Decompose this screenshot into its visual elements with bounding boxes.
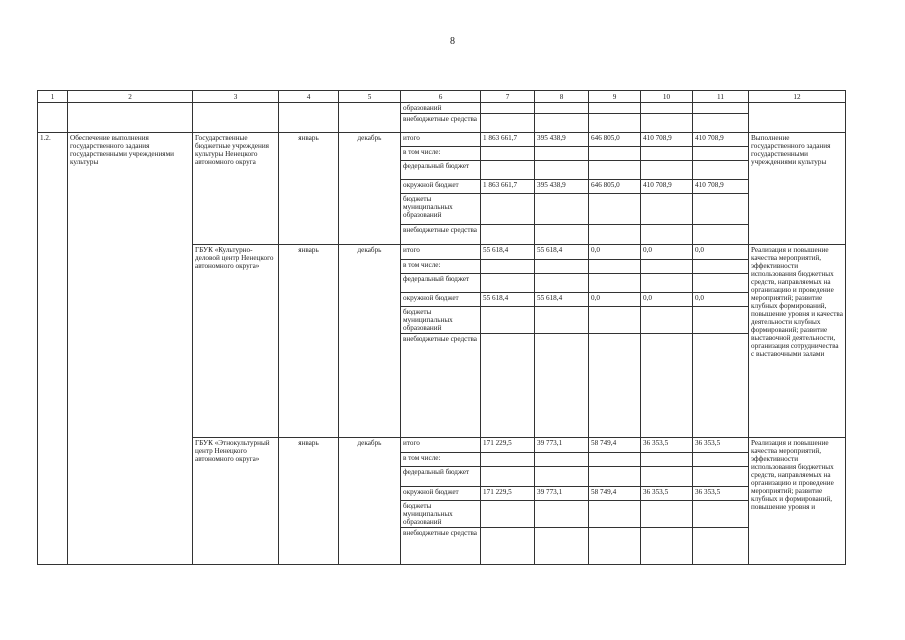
amount-cell xyxy=(589,260,641,274)
budget-type-cell: итого xyxy=(401,245,481,260)
amount-cell xyxy=(481,307,535,334)
budget-type-cell: окружной бюджет xyxy=(401,180,481,194)
budget-type-cell: внебюджетные средства xyxy=(401,334,481,438)
amount-cell xyxy=(589,334,641,438)
amount-cell xyxy=(589,274,641,293)
budget-type-cell: итого xyxy=(401,438,481,453)
executor-cell: ГБУК «Культурно-деловой центр Ненецкого автономного округа» xyxy=(193,245,279,438)
table-body xyxy=(38,91,846,565)
column-header: 12 xyxy=(749,91,846,103)
amount-cell xyxy=(693,114,749,133)
start-month: январь xyxy=(279,438,339,565)
amount-cell xyxy=(481,114,535,133)
amount-cell xyxy=(535,194,589,225)
amount-cell xyxy=(641,194,693,225)
amount-cell: 55 618,4 xyxy=(535,245,589,260)
budget-type-cell: бюджеты муниципальных образований xyxy=(401,501,481,528)
amount-cell xyxy=(481,501,535,528)
amount-cell xyxy=(693,225,749,245)
amount-cell xyxy=(481,194,535,225)
amount-cell xyxy=(535,528,589,565)
continuation-blank xyxy=(749,103,846,133)
amount-cell: 0,0 xyxy=(589,293,641,307)
budget-type-cell: внебюджетные средства xyxy=(401,114,481,133)
amount-cell xyxy=(589,453,641,467)
amount-cell xyxy=(693,161,749,180)
item-number: 1.2. xyxy=(38,133,68,565)
budget-type-cell: итого xyxy=(401,133,481,147)
item-name: Обеспечение выполнения государственного задания государственными учреждениями культуры xyxy=(68,133,193,565)
amount-cell xyxy=(589,467,641,487)
amount-cell xyxy=(535,307,589,334)
amount-cell xyxy=(481,103,535,114)
amount-cell xyxy=(481,274,535,293)
amount-cell: 0,0 xyxy=(641,245,693,260)
amount-cell: 39 773,1 xyxy=(535,487,589,501)
amount-cell xyxy=(641,225,693,245)
amount-cell xyxy=(641,467,693,487)
column-header: 7 xyxy=(481,91,535,103)
budget-type-cell: в том числе: xyxy=(401,260,481,274)
amount-cell xyxy=(589,501,641,528)
amount-cell xyxy=(589,147,641,161)
amount-cell: 171 229,5 xyxy=(481,487,535,501)
budget-type-cell: образований xyxy=(401,103,481,114)
column-header: 10 xyxy=(641,91,693,103)
amount-cell xyxy=(693,307,749,334)
result-cell: Выполнение государственного задания государственными учреждениями культуры xyxy=(749,133,846,245)
amount-cell xyxy=(693,501,749,528)
amount-cell xyxy=(481,467,535,487)
column-header: 1 xyxy=(38,91,68,103)
amount-cell xyxy=(641,274,693,293)
budget-type-cell: окружной бюджет xyxy=(401,293,481,307)
amount-cell: 646 805,0 xyxy=(589,180,641,194)
start-month: январь xyxy=(279,245,339,438)
amount-cell: 55 618,4 xyxy=(535,293,589,307)
amount-cell: 55 618,4 xyxy=(481,245,535,260)
amount-cell xyxy=(641,103,693,114)
end-month: декабрь xyxy=(339,245,401,438)
amount-cell xyxy=(589,528,641,565)
amount-cell xyxy=(589,307,641,334)
amount-cell xyxy=(481,453,535,467)
column-header: 9 xyxy=(589,91,641,103)
amount-cell xyxy=(535,161,589,180)
amount-cell xyxy=(535,114,589,133)
amount-cell: 1 863 661,7 xyxy=(481,180,535,194)
amount-cell xyxy=(641,147,693,161)
amount-cell xyxy=(693,274,749,293)
budget-type-cell: федеральный бюджет xyxy=(401,161,481,180)
amount-cell: 0,0 xyxy=(693,245,749,260)
amount-cell xyxy=(641,453,693,467)
amount-cell xyxy=(641,528,693,565)
amount-cell xyxy=(535,453,589,467)
amount-cell xyxy=(589,114,641,133)
amount-cell xyxy=(481,147,535,161)
result-cell: Реализация и повышение качества мероприятий, эффективности использования бюджетных средств, направляемых на организацию и проведение мероприятий; развитие клубных формирований, повышение уровня и качества деятельности клубных формирований; развитие выставочной деятельности, организация сотрудничества с выставочными залами xyxy=(749,245,846,438)
amount-cell xyxy=(693,334,749,438)
result-cell: Реализация и повышение качества мероприятий, эффективности использования бюджетных средств, направляемых на организацию и проведение мероприятий; развитие клубных и формирований, повышение уровня и xyxy=(749,438,846,565)
amount-cell: 0,0 xyxy=(589,245,641,260)
end-month: декабрь xyxy=(339,438,401,565)
financing-table xyxy=(37,90,846,565)
amount-cell xyxy=(481,161,535,180)
amount-cell xyxy=(481,528,535,565)
amount-cell xyxy=(535,225,589,245)
amount-cell: 395 438,9 xyxy=(535,133,589,147)
amount-cell: 58 749,4 xyxy=(589,487,641,501)
amount-cell xyxy=(641,307,693,334)
amount-cell: 36 353,5 xyxy=(693,438,749,453)
amount-cell xyxy=(535,274,589,293)
amount-cell: 646 805,0 xyxy=(589,133,641,147)
amount-cell xyxy=(589,161,641,180)
amount-cell: 410 708,9 xyxy=(641,133,693,147)
budget-type-cell: федеральный бюджет xyxy=(401,467,481,487)
column-header: 11 xyxy=(693,91,749,103)
amount-cell xyxy=(535,501,589,528)
budget-type-cell: окружной бюджет xyxy=(401,487,481,501)
amount-cell: 395 438,9 xyxy=(535,180,589,194)
continuation-blank xyxy=(38,103,68,133)
budget-type-cell: федеральный бюджет xyxy=(401,274,481,293)
amount-cell: 410 708,9 xyxy=(693,180,749,194)
amount-cell xyxy=(693,103,749,114)
amount-cell xyxy=(693,528,749,565)
column-header: 8 xyxy=(535,91,589,103)
amount-cell xyxy=(481,225,535,245)
amount-cell: 36 353,5 xyxy=(641,487,693,501)
amount-cell: 0,0 xyxy=(641,293,693,307)
budget-type-cell: бюджеты муниципальных образований xyxy=(401,194,481,225)
column-header-row xyxy=(38,91,846,103)
amount-cell: 36 353,5 xyxy=(693,487,749,501)
column-header: 3 xyxy=(193,91,279,103)
amount-cell xyxy=(641,260,693,274)
amount-cell xyxy=(693,453,749,467)
amount-cell xyxy=(535,334,589,438)
table-row xyxy=(38,103,846,114)
amount-cell xyxy=(641,114,693,133)
table-row xyxy=(38,133,846,147)
amount-cell xyxy=(693,194,749,225)
continuation-blank xyxy=(68,103,193,133)
amount-cell xyxy=(589,194,641,225)
amount-cell xyxy=(693,260,749,274)
amount-cell xyxy=(641,334,693,438)
amount-cell: 171 229,5 xyxy=(481,438,535,453)
amount-cell xyxy=(641,501,693,528)
amount-cell: 36 353,5 xyxy=(641,438,693,453)
amount-cell: 0,0 xyxy=(693,293,749,307)
amount-cell: 410 708,9 xyxy=(693,133,749,147)
amount-cell xyxy=(641,161,693,180)
end-month: декабрь xyxy=(339,133,401,245)
amount-cell xyxy=(481,334,535,438)
budget-type-cell: внебюджетные средства xyxy=(401,528,481,565)
amount-cell: 1 863 661,7 xyxy=(481,133,535,147)
continuation-blank xyxy=(193,103,279,133)
amount-cell xyxy=(535,260,589,274)
continuation-blank xyxy=(339,103,401,133)
amount-cell: 58 749,4 xyxy=(589,438,641,453)
page-number: 8 xyxy=(450,36,455,47)
amount-cell xyxy=(693,467,749,487)
budget-type-cell: бюджеты муниципальных образований xyxy=(401,307,481,334)
continuation-blank xyxy=(279,103,339,133)
executor-cell: Государственные бюджетные учреждения культуры Ненецкого автономного округа xyxy=(193,133,279,245)
amount-cell xyxy=(693,147,749,161)
start-month: январь xyxy=(279,133,339,245)
amount-cell xyxy=(535,467,589,487)
budget-type-cell: внебюджетные средства xyxy=(401,225,481,245)
amount-cell xyxy=(589,103,641,114)
column-header: 2 xyxy=(68,91,193,103)
amount-cell xyxy=(535,103,589,114)
column-header: 5 xyxy=(339,91,401,103)
executor-cell: ГБУК «Этнокультурный центр Ненецкого автономного округа» xyxy=(193,438,279,565)
amount-cell: 55 618,4 xyxy=(481,293,535,307)
amount-cell: 410 708,9 xyxy=(641,180,693,194)
amount-cell xyxy=(481,260,535,274)
budget-type-cell: в том числе: xyxy=(401,147,481,161)
budget-type-cell: в том числе: xyxy=(401,453,481,467)
amount-cell xyxy=(589,225,641,245)
amount-cell: 39 773,1 xyxy=(535,438,589,453)
column-header: 6 xyxy=(401,91,481,103)
amount-cell xyxy=(535,147,589,161)
column-header: 4 xyxy=(279,91,339,103)
